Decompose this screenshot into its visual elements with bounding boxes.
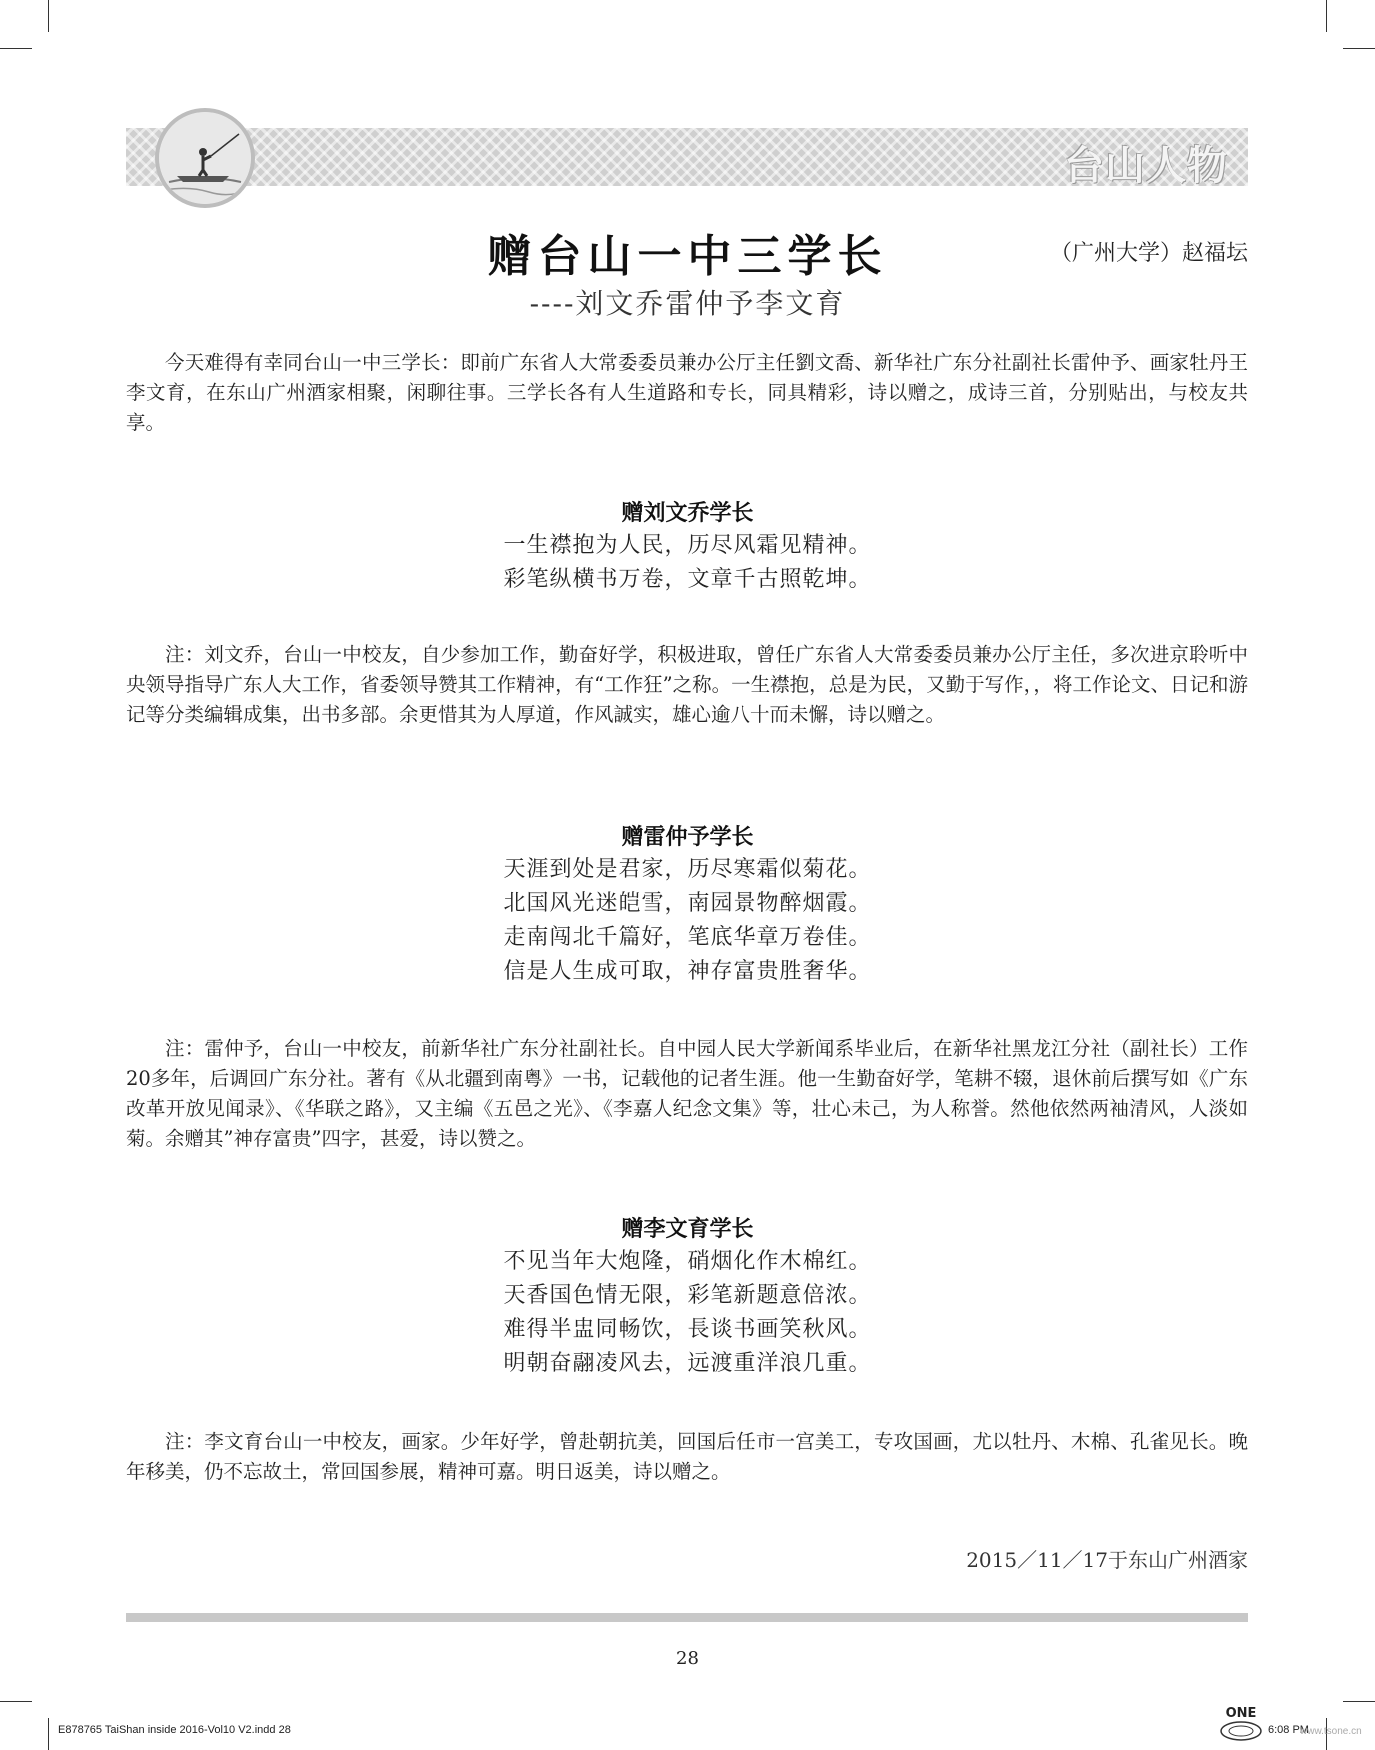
print-slug: E878765 TaiShan inside 2016-Vol10 V2.indd 28 [58,1724,291,1736]
logo-text: ONE [1225,1706,1257,1721]
crop-mark [0,48,32,49]
article-title: 赠台山一中三学长 [487,231,888,282]
section-banner [126,128,1248,189]
poem-line: 一生襟抱为人民，历尽风霜见精神。 [503,533,872,558]
poem-note: 注：雷仲予，台山一中校友，前新华社广东分社副社长。自中园人民大学新闻系毕业后，在新华社黑龙江分社（副社长）工作20多年，后调回广东分社。著有《从北疆到南粤》一书，记载他的记者生涯。他一生勤奋好学，笔耕不辍，退休前后撰写如《广东改革开放见闻录》、《华联之路》，又主编《五邑之光》、《李嘉人纪念文集》等，壮心未己，为人称誉。然他依然两袖清风，人淡如菊。余赠其”神存富贵”四字，甚爱，诗以赞之。 [126,1037,1248,1150]
fisherman-boat-icon [159,112,251,204]
poem-line: 明朝奋翮凌风去，远渡重洋浪几重。 [503,1351,872,1376]
poem-title: 赠刘文乔学长 [621,501,754,526]
poem-lines [0,853,1375,989]
poem-note: 注：李文育台山一中校友，画家。少年好学，曾赴朝抗美，回国后任市一宫美工，专攻国画，尤以牡丹、木棉、孔雀见长。晚年移美，仍不忘故土，常回国参展，精神可嘉。明日返美，诗以赠之。 [126,1430,1248,1483]
crop-mark [0,1701,32,1702]
crop-mark [1326,0,1327,32]
crop-mark [48,1718,49,1750]
fisherman-medallion-illustration [155,108,255,208]
intro-paragraph: 今天难得有幸同台山一中三学长：即前广东省人大常委委员兼办公厅主任劉文喬、新华社广东分社副社长雷仲予、画家牡丹王李文育，在东山广州酒家相聚，闲聊往事。三学长各有人生道路和专长，同具精彩，诗以赠之，成诗三首，分别贴出，与校友共享。 [126,351,1248,434]
crop-mark [1343,1701,1375,1702]
watermark-url: www.tsone.cn [1300,1726,1362,1737]
poem-lines [0,1245,1375,1381]
article-subtitle: ----刘文乔雷仲予李文育 [529,287,846,320]
poem-line: 彩笔纵横书万卷，文章千古照乾坤。 [503,567,872,592]
section-title: 台山人物 [1064,143,1228,189]
poem-line: 信是人生成可取，神存富贵胜奢华。 [503,959,872,984]
footer-rule [126,1613,1248,1622]
one-logo [1216,1705,1266,1743]
one-logo-icon [1216,1705,1266,1743]
poem-note: 注：刘文乔，台山一中校友，自少参加工作，勤奋好学，积极进取，曾任广东省人大常委委员兼办公厅主任，多次进京聆听中央领导指导广东人大工作，省委领导赞其工作精神，有“工作狂”之称。一生襟抱，总是为民，又勤于写作，，将工作论文、日记和游记等分类编辑成集，出书多部。余更惜其为人厚道，作风誠实，雄心逾八十而未懈，诗以赠之。 [126,643,1248,726]
poem-line: 不见当年大炮隆，硝烟化作木棉红。 [503,1249,872,1274]
poem-line: 走南闯北千篇好，笔底华章万卷佳。 [503,925,872,950]
article-author: （广州大学）赵福坛 [1049,241,1248,266]
poem-line: 北国风光迷皑雪，南园景物醉烟霞。 [503,891,872,916]
page-number: 28 [676,1648,699,1669]
poem-title: 赠雷仲予学长 [621,825,754,850]
crop-mark [1343,48,1375,49]
date-signature: 2015／11／17于东山广州酒家 [966,1548,1248,1572]
crop-mark [48,0,49,32]
poem-line: 天涯到处是君家，历尽寒霜似菊花。 [503,857,872,882]
poem-lines [0,529,1375,597]
poem-line: 天香国色情无限，彩笔新题意倍浓。 [503,1283,872,1308]
poem-title: 赠李文育学长 [621,1217,754,1242]
poem-line: 难得半盅同畅饮，長谈书画笑秋风。 [503,1317,872,1342]
print-time: 6:08 PM [1268,1724,1309,1736]
